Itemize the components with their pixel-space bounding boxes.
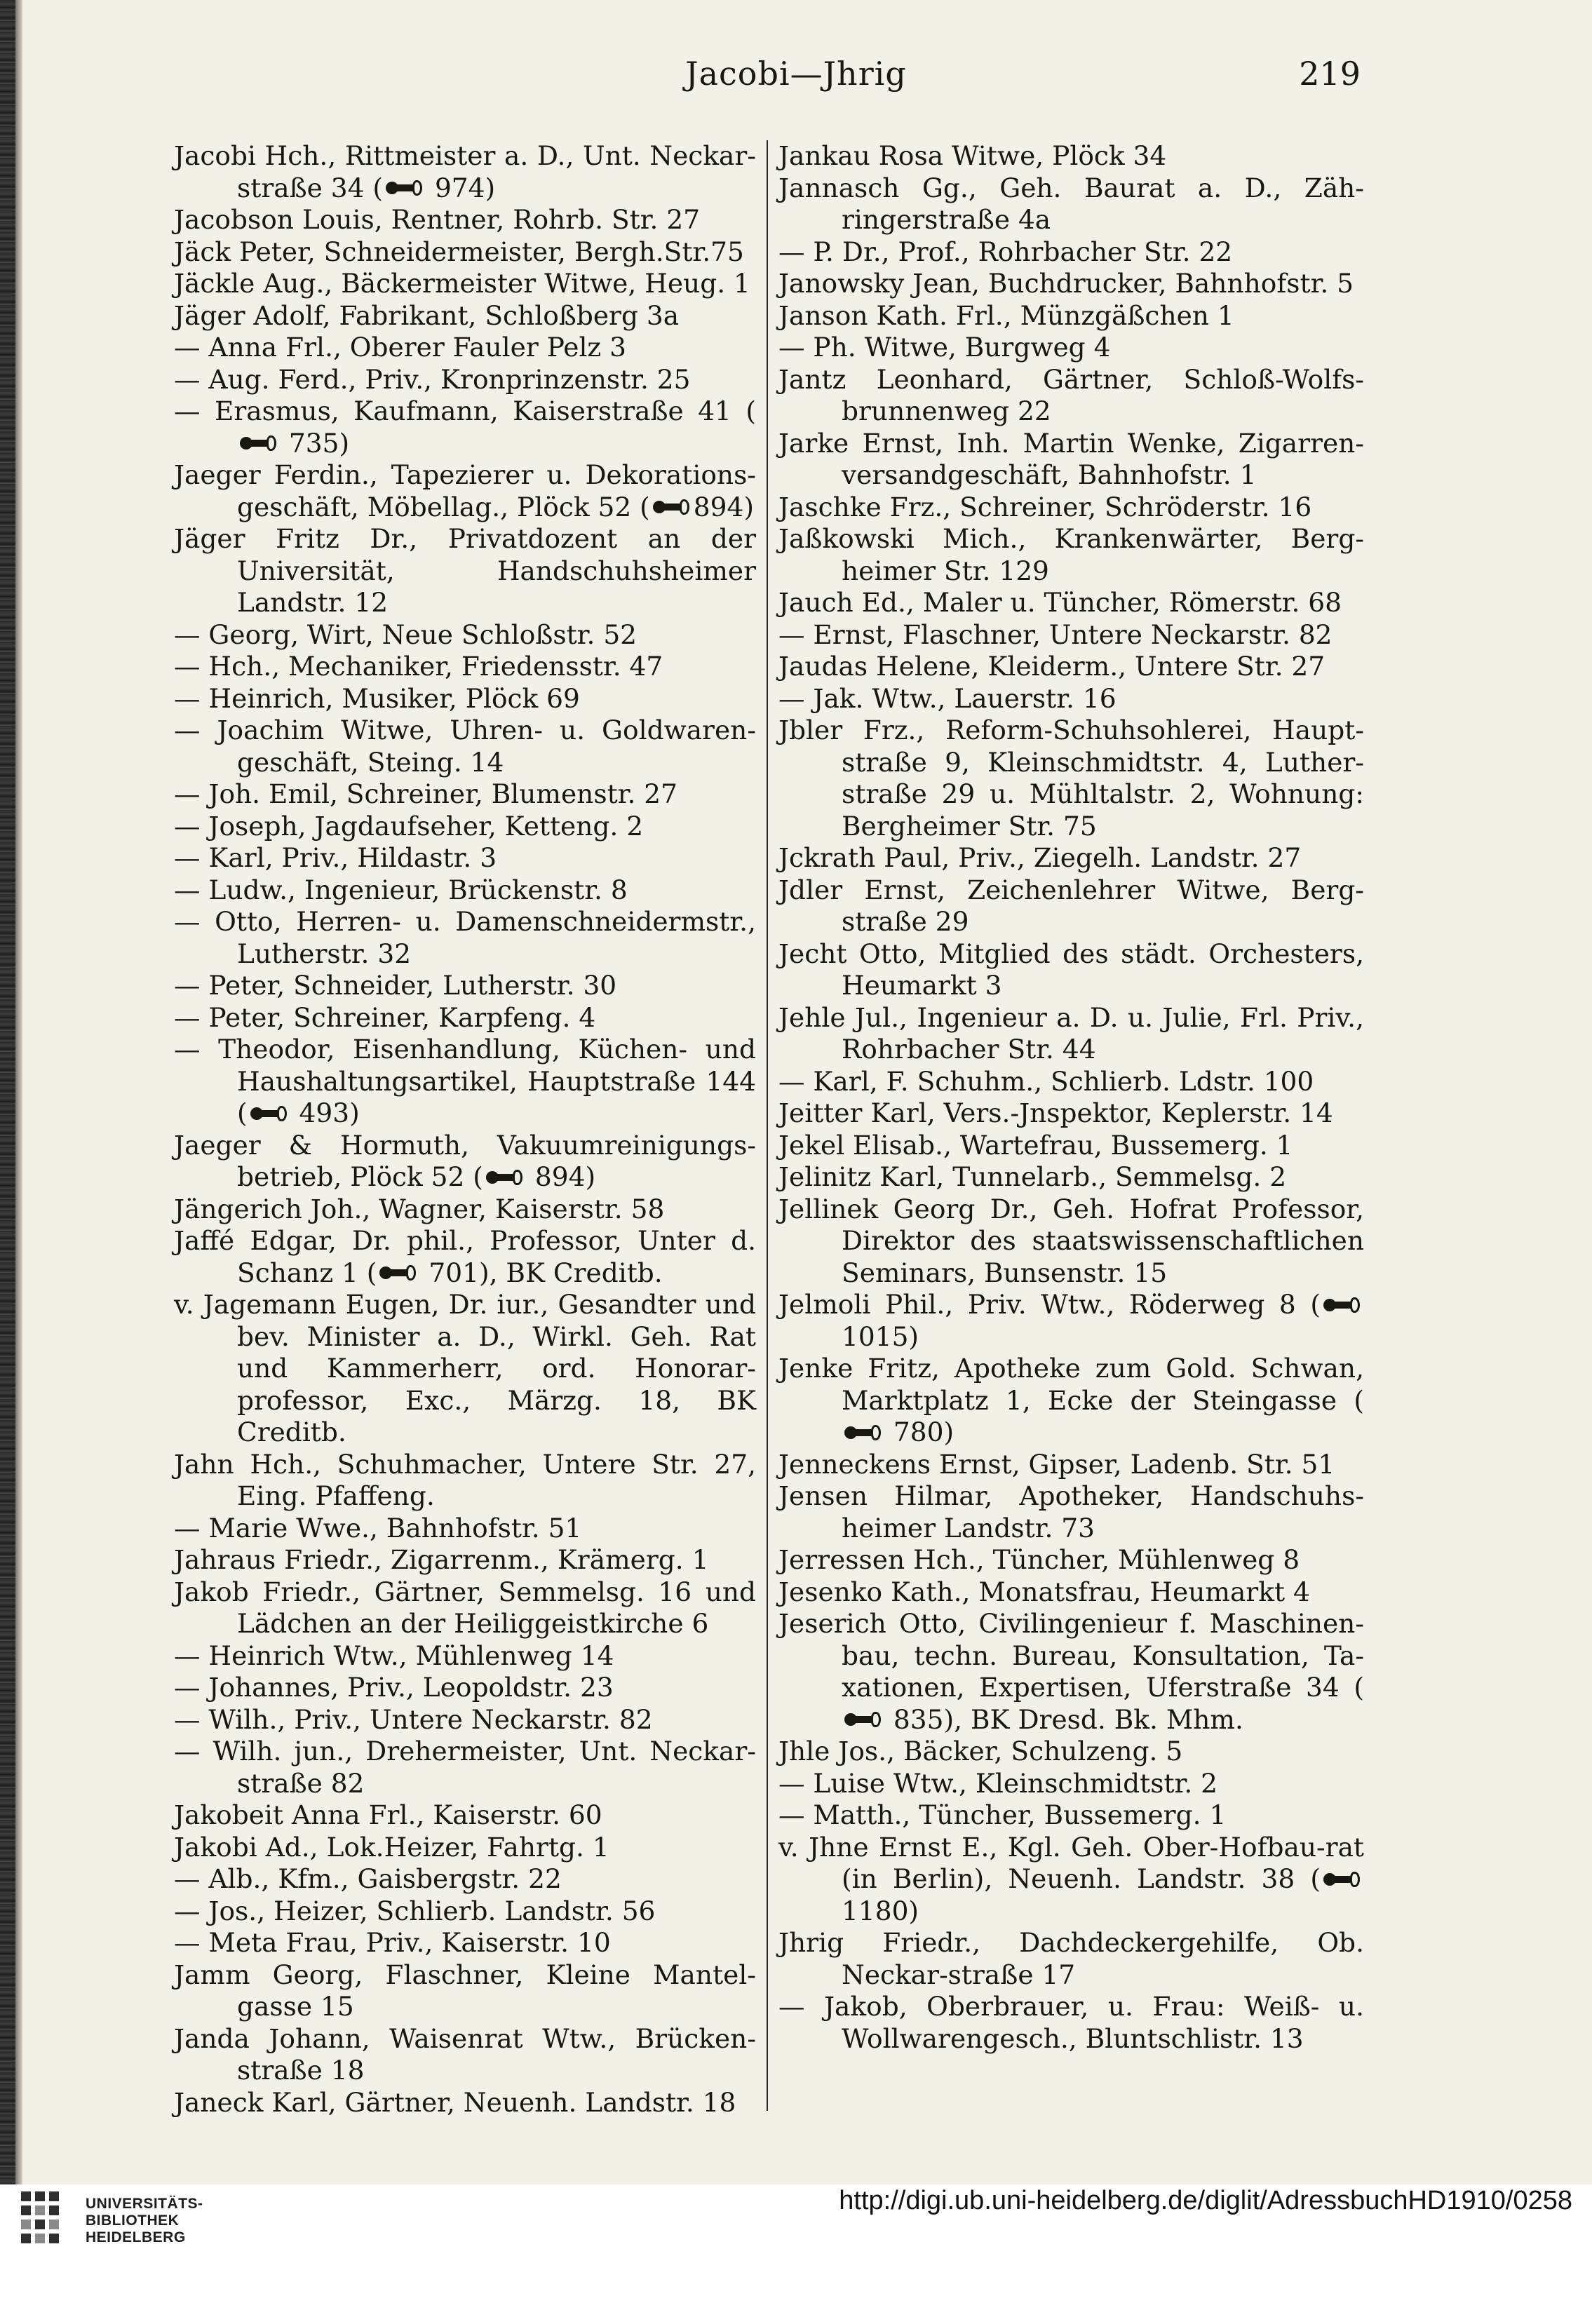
entry-text: — Karl, Priv., Hildastr. 3 <box>174 842 497 873</box>
entry-text: straße 34 ( <box>237 172 384 203</box>
directory-entry <box>174 651 756 683</box>
entry-text: 974) <box>426 172 496 203</box>
directory-entry <box>174 1863 756 1896</box>
directory-entry <box>174 1130 756 1194</box>
telephone-icon <box>653 499 689 515</box>
directory-entry <box>174 778 756 811</box>
entry-text: Jhle Jos., Bäcker, Schulzeng. 5 <box>778 1736 1183 1766</box>
library-name-line: UNIVERSITÄTS- <box>86 2196 203 2212</box>
directory-entry <box>174 332 756 364</box>
entry-text: Jellinek Georg Dr., Geh. Hofrat Professor, Direktor des staatswissenschaftlichen Seminars, Bunsenstr. 15 <box>778 1193 1364 1288</box>
entry-text: Jecht Otto, Mitglied des städt. Orchesters, Heumarkt 3 <box>778 938 1364 1001</box>
entry-text: — Joseph, Jagdaufseher, Ketteng. 2 <box>174 810 644 842</box>
directory-entry <box>778 523 1364 587</box>
directory-entry <box>174 2023 756 2087</box>
entry-text: Jenneckens Ernst, Gipser, Ladenb. Str. 51 <box>778 1448 1335 1480</box>
entry-text: Jaffé Edgar, Dr. phil., Professor, Unter d. Schanz 1 ( <box>174 1225 756 1288</box>
entry-text: — Wilh. jun., Drehermeister, Unt. Neckar-straße 82 <box>174 1736 756 1799</box>
directory-entry <box>778 173 1364 236</box>
entry-text: Jeitter Karl, Vers.-Jnspektor, Keplerstr. 14 <box>778 1097 1333 1128</box>
telephone-icon <box>379 1264 416 1281</box>
entry-text: Jankau Rosa Witwe, Plöck 34 <box>778 140 1167 171</box>
directory-column-right <box>778 140 1364 2055</box>
entry-text: Jensen Hilmar, Apotheker, Handschuhs-heimer Landstr. 73 <box>778 1480 1364 1543</box>
directory-entry <box>778 364 1364 428</box>
directory-entry <box>778 1289 1364 1353</box>
entry-text: 780) <box>885 1417 954 1447</box>
directory-entry <box>174 1289 756 1449</box>
entry-text: Jbler Frz., Reform-Schuhsohlerei, Haupt-straße 9, Kleinschmidtstr. 4, Luther-straße 29 u. Mühltalstr. 2, Wohnung: Bergheimer Str. 75 <box>778 715 1364 842</box>
entry-text: 1180) <box>842 1895 919 1926</box>
directory-entry <box>174 1513 756 1545</box>
directory-entry <box>778 1194 1364 1290</box>
entry-text: — Jakob, Oberbrauer, u. Frau: Weiß- u. Wollwarengesch., Bluntschlistr. 13 <box>778 1991 1364 2054</box>
directory-entry <box>174 1832 756 1864</box>
entry-text: Jäger Fritz Dr., Privatdozent an der Universität, Handschuhsheimer Landstr. 12 <box>174 523 756 618</box>
directory-entry <box>174 459 756 523</box>
directory-entry <box>174 906 756 970</box>
directory-entry <box>778 1066 1364 1098</box>
entry-text: Jannasch Gg., Geh. Baurat a. D., Zäh-ringerstraße 4a <box>778 172 1364 235</box>
entry-text: Jahn Hch., Schuhmacher, Untere Str. 27, Eing. Pfaffeng. <box>174 1448 756 1511</box>
entry-text: Jäckle Aug., Bäckermeister Witwe, Heug. 1 <box>174 268 750 299</box>
entry-text: Jakobeit Anna Frl., Kaiserstr. 60 <box>174 1799 602 1830</box>
directory-entry <box>174 523 756 619</box>
entry-text: — Jak. Wtw., Lauerstr. 16 <box>778 682 1117 714</box>
entry-text: Jaßkowski Mich., Krankenwärter, Berg-heimer Str. 129 <box>778 523 1364 586</box>
directory-entry <box>778 140 1364 173</box>
directory-entry <box>174 715 756 778</box>
library-name-line: HEIDELBERG <box>86 2229 186 2245</box>
directory-entry <box>778 300 1364 332</box>
directory-entry <box>174 140 756 204</box>
university-library-logo-icon <box>21 2191 70 2253</box>
directory-entry <box>778 587 1364 619</box>
entry-text: Jauch Ed., Maler u. Tüncher, Römerstr. 68 <box>778 587 1342 618</box>
entry-text: — Luise Wtw., Kleinschmidtstr. 2 <box>778 1767 1218 1799</box>
directory-entry <box>174 811 756 843</box>
entry-text: 835), BK Dresd. Bk. Mhm. <box>885 1703 1243 1735</box>
directory-entry <box>174 1959 756 2023</box>
directory-entry <box>778 1002 1364 1066</box>
entry-text: v. Jhne Ernst E., Kgl. Geh. Ober-Hofbau-rat (in Berlin), Neuenh. Landstr. 38 ( <box>778 1831 1364 1894</box>
entry-text: 894) <box>693 491 754 522</box>
entry-text: — Ernst, Flaschner, Untere Neckarstr. 82 <box>778 619 1333 650</box>
entry-text: Jacobi Hch., Rittmeister a. D., Unt. Neckar- <box>174 140 756 171</box>
entry-text: — Erasmus, Kaufmann, Kaiserstraße 41 ( <box>174 396 756 426</box>
entry-text: — P. Dr., Prof., Rohrbacher Str. 22 <box>778 236 1233 267</box>
directory-entry <box>778 1353 1364 1449</box>
entry-text: Jakob Friedr., Gärtner, Semmelsg. 16 und Lädchen an der Heiliggeistkirche 6 <box>174 1576 756 1639</box>
directory-entry <box>778 492 1364 524</box>
book-spine-shadow <box>15 0 22 2244</box>
library-name <box>86 2196 203 2246</box>
directory-entry <box>778 428 1364 492</box>
entry-text: — Jos., Heizer, Schlierb. Landstr. 56 <box>174 1895 656 1926</box>
directory-entry <box>174 1704 756 1736</box>
telephone-icon <box>386 180 422 196</box>
entry-text: v. Jagemann Eugen, Dr. iur., Gesandter und bev. Minister a. D., Wirkl. Geh. Rat und Kammerherr, ord. Honorar-professor, Exc., Märzg. 18, BK Creditb. <box>174 1289 756 1447</box>
directory-entry <box>174 1002 756 1034</box>
directory-entry <box>778 1480 1364 1544</box>
directory-entry <box>174 1449 756 1513</box>
entry-text: Janowsky Jean, Buchdrucker, Bahnhofstr. 5 <box>778 268 1354 299</box>
directory-entry <box>174 236 756 269</box>
entry-text: Jesenko Kath., Monatsfrau, Heumarkt 4 <box>778 1576 1310 1607</box>
directory-entry <box>778 1736 1364 1768</box>
directory-entry <box>778 1608 1364 1736</box>
entry-text: — Heinrich Wtw., Mühlenweg 14 <box>174 1640 614 1671</box>
entry-text: Janda Johann, Waisenrat Wtw., Brücken-straße 18 <box>174 2022 756 2086</box>
entry-text: Jdler Ernst, Zeichenlehrer Witwe, Berg-straße 29 <box>778 874 1364 937</box>
directory-entry <box>778 1927 1364 1991</box>
entry-text: — Heinrich, Musiker, Plöck 69 <box>174 682 580 714</box>
directory-entry <box>174 1576 756 1640</box>
page-header <box>0 55 1592 104</box>
entry-text: Janeck Karl, Gärtner, Neuenh. Landstr. 18 <box>174 2086 736 2118</box>
entry-text: Jehle Jul., Ingenieur a. D. u. Julie, Frl. Priv., Rohrbacher Str. 44 <box>778 1001 1364 1065</box>
entry-text: — Peter, Schneider, Lutherstr. 30 <box>174 970 617 1001</box>
entry-text: Jahraus Friedr., Zigarrenm., Krämerg. 1 <box>174 1544 709 1575</box>
directory-entry <box>778 1130 1364 1162</box>
directory-entry <box>778 619 1364 651</box>
directory-entry <box>778 651 1364 683</box>
directory-entry <box>174 1034 756 1130</box>
entry-text: — Anna Frl., Oberer Fauler Pelz 3 <box>174 332 626 363</box>
entry-text: — Ludw., Ingenieur, Brückenstr. 8 <box>174 874 628 905</box>
directory-entry <box>174 204 756 236</box>
directory-entry <box>174 1672 756 1704</box>
entry-text: Jacobson Louis, Rentner, Rohrb. Str. 27 <box>174 204 701 235</box>
directory-entry <box>174 619 756 651</box>
entry-text: — Hch., Mechaniker, Friedensstr. 47 <box>174 651 663 682</box>
source-url-link[interactable]: http://digi.ub.uni-heidelberg.de/diglit/AdressbuchHD1910/0258 <box>839 2186 1572 2215</box>
entry-text: — Meta Frau, Priv., Kaiserstr. 10 <box>174 1927 611 1958</box>
directory-entry <box>778 1991 1364 2055</box>
directory-entry <box>778 683 1364 715</box>
directory-entry <box>174 300 756 332</box>
directory-entry <box>174 683 756 715</box>
directory-entry <box>778 715 1364 842</box>
entry-text: — Ph. Witwe, Burgweg 4 <box>778 332 1111 363</box>
directory-entry <box>778 1832 1364 1928</box>
directory-entry <box>174 970 756 1002</box>
directory-entry <box>174 396 756 459</box>
entry-text: Jäck Peter, Schneidermeister, Bergh.Str.75 <box>174 236 744 267</box>
entry-text: Jaudas Helene, Kleiderm., Untere Str. 27 <box>778 651 1325 682</box>
directory-entry <box>174 1927 756 1959</box>
entry-text: — Marie Wwe., Bahnhofstr. 51 <box>174 1512 582 1543</box>
entry-text: Jerressen Hch., Tüncher, Mühlenweg 8 <box>778 1544 1300 1575</box>
entry-text: — Joachim Witwe, Uhren- u. Goldwaren-geschäft, Steing. 14 <box>174 715 756 778</box>
book-spine-scan-edge <box>0 0 15 2244</box>
entry-text: Jaschke Frz., Schreiner, Schröderstr. 16 <box>778 491 1312 522</box>
telephone-icon <box>486 1169 522 1186</box>
column-divider <box>767 140 768 2111</box>
entry-text: — Alb., Kfm., Gaisbergstr. 22 <box>174 1863 562 1894</box>
entry-text: Jhrig Friedr., Dachdeckergehilfe, Ob. Neckar-straße 17 <box>778 1927 1364 1990</box>
entry-text: Jängerich Joh., Wagner, Kaiserstr. 58 <box>174 1193 665 1224</box>
directory-entry <box>778 332 1364 364</box>
directory-entry <box>174 268 756 300</box>
entry-text: — Karl, F. Schuhm., Schlierb. Ldstr. 100 <box>778 1065 1314 1097</box>
library-name-line: BIBLIOTHEK <box>86 2212 180 2229</box>
directory-entry <box>174 1799 756 1832</box>
entry-text: — Theodor, Eisenhandlung, Küchen- und Haushaltungsartikel, Hauptstraße 144 ( <box>174 1034 756 1128</box>
entry-text: — Matth., Tüncher, Bussemerg. 1 <box>778 1799 1227 1830</box>
entry-text: Jamm Georg, Flaschner, Kleine Mantel-gasse 15 <box>174 1959 756 2022</box>
directory-entry <box>174 1544 756 1576</box>
entry-text: 493) <box>290 1097 360 1128</box>
entry-text: — Georg, Wirt, Neue Schloßstr. 52 <box>174 619 638 650</box>
directory-entry <box>778 874 1364 938</box>
entry-text: Janson Kath. Frl., Münzgäßchen 1 <box>778 299 1234 331</box>
entry-text: Jäger Adolf, Fabrikant, Schloßberg 3a <box>174 299 680 331</box>
running-head-title: Jacobi—Jhrig <box>685 55 907 93</box>
directory-entry <box>174 364 756 396</box>
entry-text: Jeserich Otto, Civilingenieur f. Maschinen-bau, techn. Bureau, Konsultation, Ta-xationen, Expertisen, Uferstraße 34 ( <box>778 1608 1364 1703</box>
entry-text: — Otto, Herren- u. Damenschneidermstr., Lutherstr. 32 <box>174 906 756 969</box>
entry-text: — Peter, Schreiner, Karpfeng. 4 <box>174 1001 596 1033</box>
directory-entry <box>174 1640 756 1673</box>
page-number: 219 <box>1299 55 1361 93</box>
entry-text: Jckrath Paul, Priv., Ziegelh. Landstr. 27 <box>778 842 1302 873</box>
entry-text: 1015) <box>842 1320 919 1352</box>
entry-text: Jarke Ernst, Inh. Martin Wenke, Zigarren-versandgeschäft, Bahnhofstr. 1 <box>778 427 1364 490</box>
entry-text: Jakobi Ad., Lok.Heizer, Fahrtg. 1 <box>174 1831 609 1863</box>
entry-text: Jenke Fritz, Apotheke zum Gold. Schwan, Marktplatz 1, Ecke der Steingasse ( <box>778 1353 1364 1416</box>
entry-text: Jaeger Ferdin., Tapezierer u. Dekorations-geschäft, Möbellag., Plöck 52 ( <box>174 459 756 522</box>
directory-entry <box>778 842 1364 874</box>
entry-text: Jelinitz Karl, Tunnelarb., Semmelsg. 2 <box>778 1161 1287 1192</box>
directory-entry <box>174 842 756 874</box>
telephone-icon <box>844 1711 881 1728</box>
directory-entry <box>778 268 1364 300</box>
entry-text: 701), BK Creditb. <box>420 1257 663 1288</box>
directory-entry <box>174 1736 756 1799</box>
telephone-icon <box>1323 1297 1360 1313</box>
telephone-icon <box>1323 1871 1360 1888</box>
entry-text: 735) <box>281 427 350 459</box>
directory-entry <box>174 2087 756 2119</box>
library-footer <box>0 2184 1592 2324</box>
directory-entry <box>778 1768 1364 1800</box>
telephone-icon <box>250 1105 287 1122</box>
directory-entry <box>778 1799 1364 1832</box>
directory-entry <box>778 236 1364 269</box>
directory-entry <box>174 1225 756 1289</box>
telephone-icon <box>844 1424 881 1441</box>
entry-text: Jekel Elisab., Wartefrau, Bussemerg. 1 <box>778 1129 1293 1161</box>
directory-entry <box>174 1896 756 1928</box>
directory-entry <box>778 1576 1364 1609</box>
directory-entry <box>778 1161 1364 1194</box>
directory-entry <box>778 1097 1364 1130</box>
directory-entry <box>174 1194 756 1226</box>
directory-entry <box>778 1544 1364 1576</box>
directory-column-left <box>174 140 756 2119</box>
entry-text: 894) <box>526 1161 596 1192</box>
directory-entry <box>778 1449 1364 1481</box>
entry-text: — Aug. Ferd., Priv., Kronprinzenstr. 25 <box>174 363 691 395</box>
entry-text: Jantz Leonhard, Gärtner, Schloß-Wolfs-brunnenweg 22 <box>778 363 1364 426</box>
entry-text: Jelmoli Phil., Priv. Wtw., Röderweg 8 ( <box>778 1289 1321 1320</box>
telephone-icon <box>240 435 276 452</box>
directory-entry <box>778 938 1364 1002</box>
directory-entry <box>174 874 756 907</box>
entry-text: Jaeger & Hormuth, Vakuumreinigungs-betrieb, Plöck 52 ( <box>174 1129 756 1192</box>
entry-text: — Johannes, Priv., Leopoldstr. 23 <box>174 1672 614 1703</box>
entry-text: — Joh. Emil, Schreiner, Blumenstr. 27 <box>174 778 678 809</box>
entry-text: — Wilh., Priv., Untere Neckarstr. 82 <box>174 1703 653 1735</box>
